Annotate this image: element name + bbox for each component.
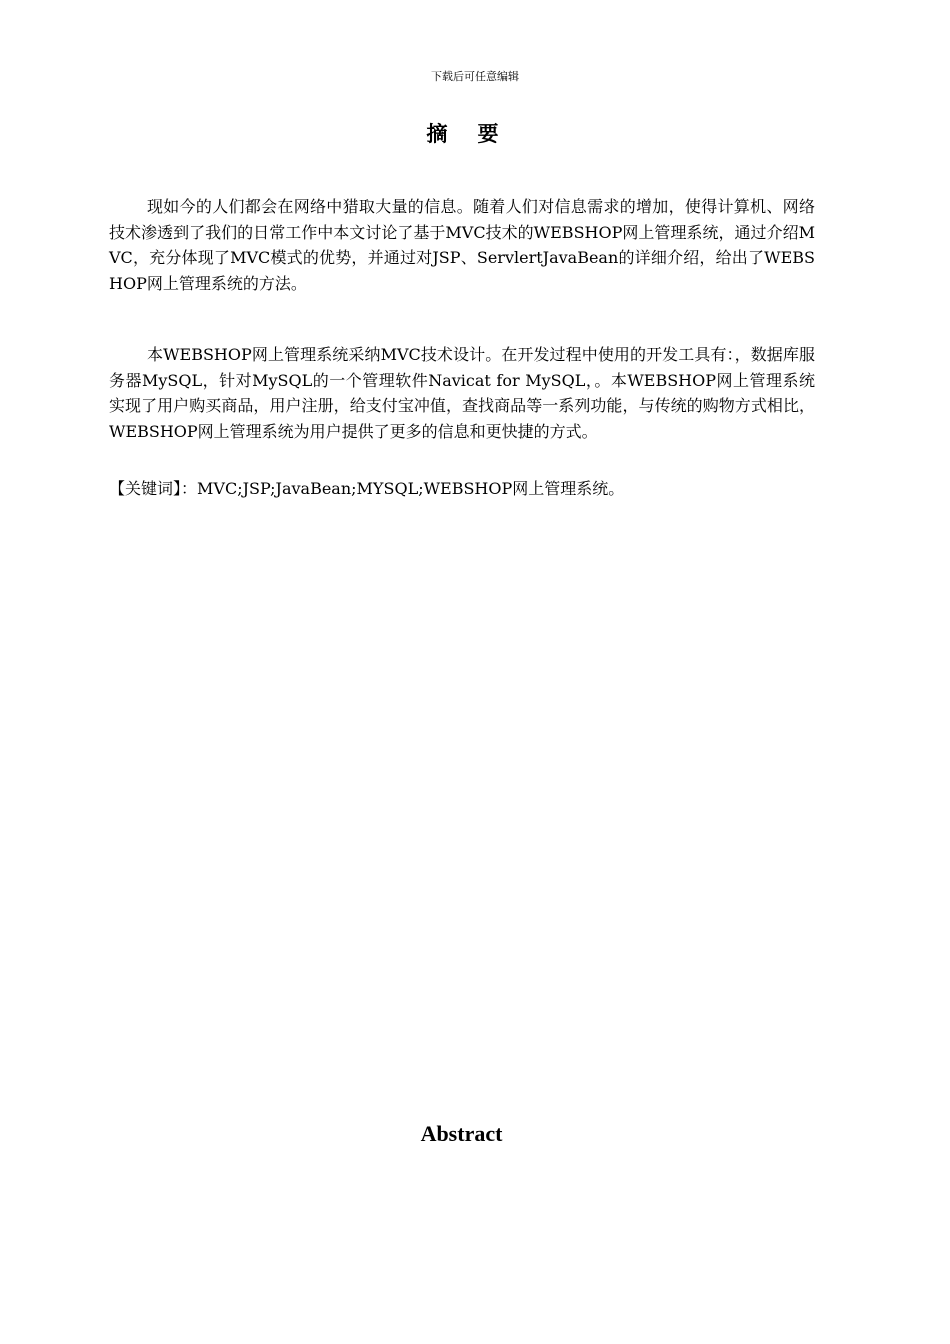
keywords-label: 【关键词】： [109,479,198,498]
keywords-line [109,476,829,502]
keywords-value: MVC;JSP;JavaBean;MYSQL;WEBSHOP网上管理系统。 [197,479,625,498]
abstract-en-title: Abstract [420,1121,503,1146]
header-note: 下载后可任意编辑 [431,70,519,83]
abstract-paragraph-2: 本WEBSHOP网上管理系统采纳MVC技术设计。在开发过程中使用的开发工具有：，数据库服务器MySQL，针对MySQL的一个管理软件Navicat for MySQL，。本WEBSHOP网上管理系统实现了用户购买商品，用户注册，给支付宝冲值，查找商品等一系列功能，与传统的购物方式相比，WEBSHOP网上管理系统为用户提供了更多的信息和更快捷的方式。 [109,345,815,441]
abstract-cn-title: 摘要 [426,122,529,146]
abstract-paragraph-1: 现如今的人们都会在网络中猎取大量的信息。随着人们对信息需求的增加，使得计算机、网络技术渗透到了我们的日常工作中本文讨论了基于MVC技术的WEBSHOP网上管理系统，通过介绍MVC，充分体现了MVC模式的优势，并通过对JSP、ServlertJavaBean的详细介绍，给出了WEBSHOP网上管理系统的方法。 [109,197,815,293]
